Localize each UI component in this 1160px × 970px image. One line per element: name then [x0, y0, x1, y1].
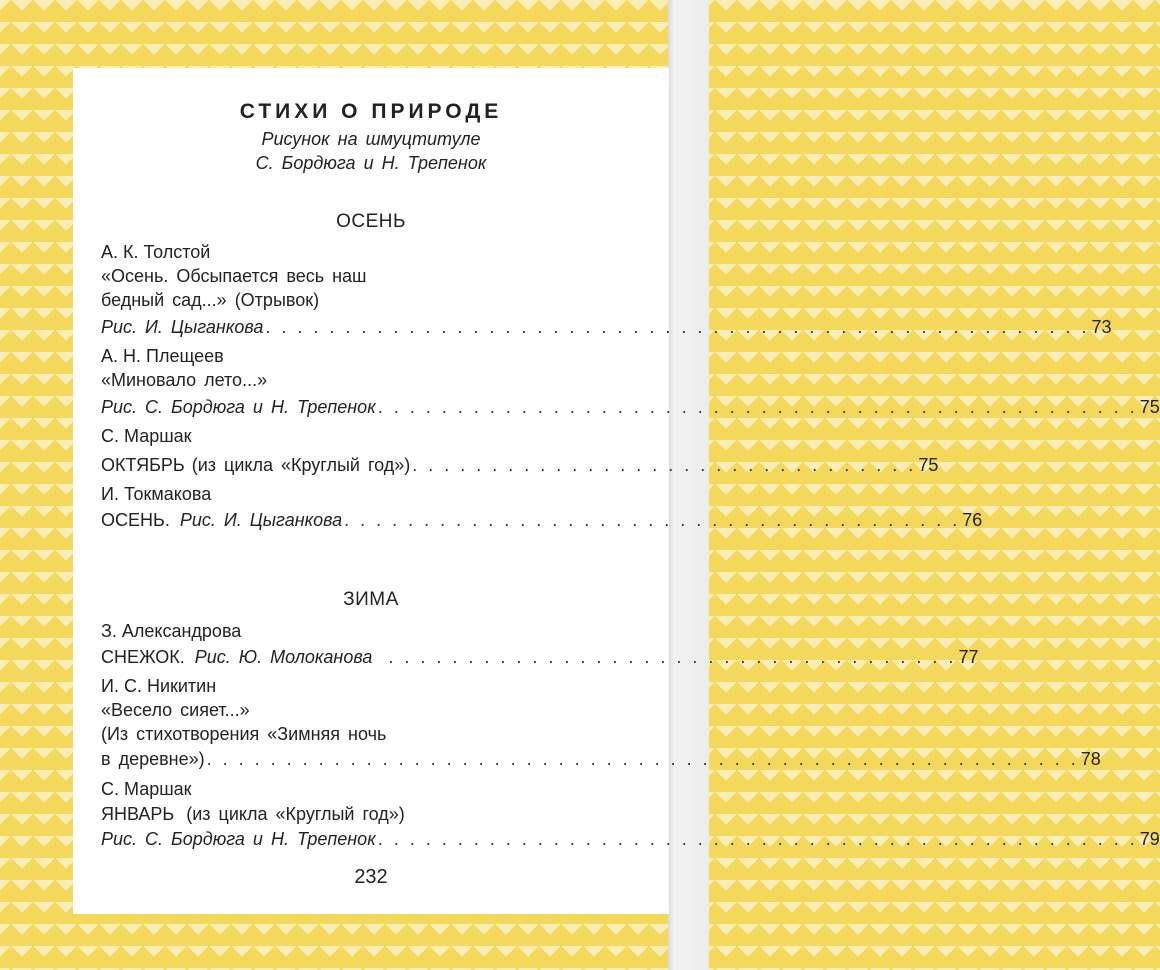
- section-title-winter: ЗИМА: [343, 589, 399, 610]
- toc-poem-title: СНЕЖОК.: [101, 647, 185, 667]
- toc-author: С. Маршак: [101, 779, 192, 799]
- toc-page-number: 75: [918, 455, 939, 475]
- toc-entry-line[interactable]: [101, 509, 983, 531]
- dot-leader: . . . . . . . . . . . . . . . . . . . . . . . . . . . . . . . . . . . . . . . . . . . . . . . . . . . .: [265, 317, 1090, 337]
- toc-entry-line[interactable]: [101, 396, 1160, 418]
- toc-poem-title: бедный сад...» (Отрывок): [101, 290, 320, 310]
- toc-poem-title: ЯНВАРЬ: [101, 804, 175, 824]
- toc-author: З. Александрова: [101, 621, 242, 641]
- toc-poem-note: (из цикла «Круглый год»): [186, 804, 405, 824]
- dot-leader: . . . . . . . . . . . . . . . . . . . . . . . . . . . . . . . . . . . . . . . . . . . . . . . .: [377, 397, 1138, 417]
- page-subtitle-line2: С. Бордюга и Н. Трепенок: [255, 153, 487, 173]
- toc-illustrator: Рис. С. Бордюга и Н. Трепенок: [101, 397, 376, 417]
- toc-page-number: 76: [962, 510, 983, 530]
- toc-author: А. К. Толстой: [101, 242, 211, 262]
- toc-illustrator: Рис. И. Цыганкова: [179, 510, 343, 530]
- toc-page-number: 77: [958, 647, 979, 667]
- page-title: СТИХИ О ПРИРОДЕ: [239, 100, 503, 123]
- toc-entry-line[interactable]: [101, 316, 1112, 338]
- toc-poem-title: «Осень. Обсыпается весь наш: [101, 266, 367, 286]
- section-title-autumn: ОСЕНЬ: [336, 211, 406, 232]
- dot-leader: . . . . . . . . . . . . . . . . . . . . . . . . . . . . . . . .: [412, 455, 917, 475]
- page-number: 232: [354, 866, 388, 888]
- toc-poem-title: ОСЕНЬ.: [101, 510, 170, 530]
- next-page-edge: [668, 0, 709, 970]
- toc-entry-line[interactable]: [101, 454, 939, 476]
- toc-illustrator: Рис. И. Цыганкова: [101, 317, 264, 337]
- toc-title-line: [101, 803, 637, 825]
- toc-illustrator: Рис. Ю. Молоканова: [194, 647, 373, 667]
- toc-poem-note: (Из стихотворения «Зимняя ночь: [101, 724, 387, 744]
- toc-entry-line[interactable]: [101, 828, 1160, 850]
- toc-author: И. С. Никитин: [101, 676, 217, 696]
- toc-entry-line[interactable]: [101, 748, 1101, 770]
- toc-page-number: 78: [1080, 749, 1101, 769]
- toc-page-number: 79: [1139, 829, 1160, 849]
- page-subtitle-line1: Рисунок на шмуцтитуле: [261, 129, 481, 149]
- toc-poem-title: «Миновало лето...»: [101, 370, 268, 390]
- toc-entry-line[interactable]: [101, 646, 979, 668]
- dot-leader: . . . . . . . . . . . . . . . . . . . . . . . . . . . . . . . . . . . . . . . . . . . . . . . . . . . . . . .: [206, 749, 1079, 769]
- toc-illustrator: Рис. С. Бордюга и Н. Трепенок: [101, 829, 376, 849]
- dot-leader: . . . . . . . . . . . . . . . . . . . . . . . . . . . . . . . . . . . . . . . . . . . . . . . .: [377, 829, 1138, 849]
- dot-leader: . . . . . . . . . . . . . . . . . . . . . . . . . . . . . . . . . . . .: [388, 647, 957, 667]
- toc-poem-title: ОКТЯБРЬ: [101, 455, 185, 475]
- dot-leader: . . . . . . . . . . . . . . . . . . . . . . . . . . . . . . . . . . . . . . .: [344, 510, 961, 530]
- toc-poem-note: (из цикла «Круглый год»): [191, 455, 411, 475]
- toc-author: А. Н. Плещеев: [101, 346, 224, 366]
- toc-page-number: 73: [1091, 317, 1112, 337]
- toc-page-number: 75: [1139, 397, 1160, 417]
- book-page: [73, 68, 1160, 914]
- toc-author: С. Маршак: [101, 426, 192, 446]
- toc-poem-title: «Весело сияет...»: [101, 700, 250, 720]
- toc-author: И. Токмакова: [101, 484, 212, 504]
- toc-poem-note: в деревне»): [101, 749, 205, 769]
